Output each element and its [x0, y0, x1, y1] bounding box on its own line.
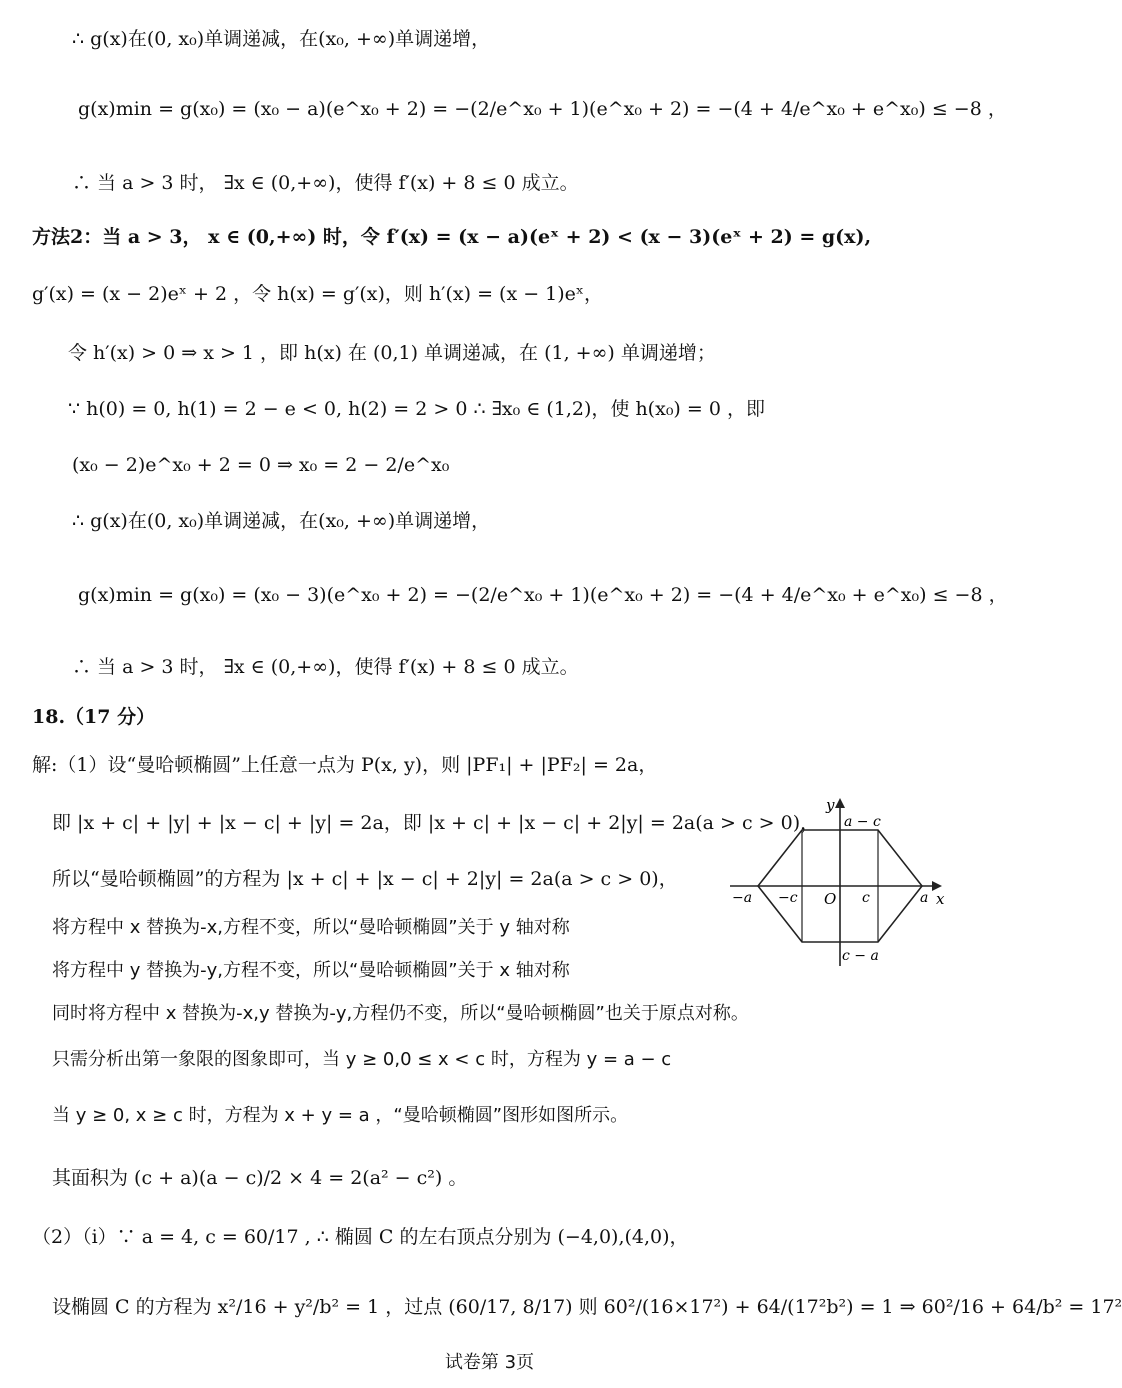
origin-label: O — [824, 890, 837, 908]
equation-line: (x₀ − 2)e^x₀ + 2 = 0 ⇒ x₀ = 2 − 2/e^x₀ — [72, 454, 450, 476]
text-line: （2）（i）∵ a = 4, c = 60/17 , ∴ 椭圆 C 的左右顶点分别为 (−4,0),(4,0)， — [32, 1226, 689, 1248]
text-line: ∵ h(0) = 0, h(1) = 2 − e < 0, h(2) = 2 > 0 ∴ ∃x₀ ∈ (1,2)，使 h(x₀) = 0 ，即 — [68, 398, 765, 420]
y-axis-arrow — [835, 798, 845, 808]
text-line: 所以“曼哈顿椭圆”的方程为 |x + c| + |x − c| + 2|y| = 2a(a > c > 0)， — [52, 868, 678, 890]
text-line: 当 y ≥ 0, x ≥ c 时，方程为 x + y = a ，“曼哈顿椭圆”图形如图所示。 — [52, 1105, 629, 1126]
top-label: a − c — [844, 814, 881, 830]
right-vertex-label: a — [920, 890, 929, 906]
text-line: g′(x) = (x − 2)eˣ + 2 ，令 h(x) = g′(x)，则 h′(x) = (x − 1)eˣ， — [32, 283, 603, 305]
text-line: ∴ 当 a > 3 时， ∃x ∈ (0,+∞)，使得 f′(x) + 8 ≤ 0 成立。 — [72, 656, 579, 678]
method-2-line: 方法2：当 a > 3， x ∈ (0,+∞) 时，令 f′(x) = (x − a)(eˣ + 2) < (x − 3)(eˣ + 2) = g(x), — [32, 226, 872, 248]
text-line: 其面积为 (c + a)(a − c)/2 × 4 = 2(a² − c²) 。 — [52, 1167, 468, 1189]
text-line: ∴ 当 a > 3 时， ∃x ∈ (0,+∞)，使得 f′(x) + 8 ≤ 0 成立。 — [72, 172, 579, 194]
x-axis-label: x — [936, 890, 945, 908]
y-axis-label: y — [826, 796, 835, 814]
equation-line: g(x)min = g(x₀) = (x₀ − a)(e^x₀ + 2) = −(2/e^x₀ + 1)(e^x₀ + 2) = −(4 + 4/e^x₀ + e^x₀) ≤ −8 ， — [78, 98, 1007, 120]
text-line: 解:（1）设“曼哈顿椭圆”上任意一点为 P(x, y)，则 |PF₁| + |PF₂| = 2a， — [32, 754, 658, 776]
right-c-label: c — [862, 890, 870, 906]
text-line: ∴ g(x)在(0, x₀)单调递减，在(x₀, +∞)单调递增， — [72, 28, 491, 50]
question-header: 18.（17 分） — [32, 706, 156, 728]
page-footer: 试卷第 3页 — [444, 1352, 535, 1373]
left-vertex-label: −a — [732, 890, 753, 906]
manhattan-ellipse-figure — [728, 794, 950, 974]
text-line: 令 h′(x) > 0 ⇒ x > 1 ，即 h(x) 在 (0,1) 单调递减，在 (1, +∞) 单调递增； — [68, 342, 716, 364]
text-line: 同时将方程中 x 替换为-x,y 替换为-y,方程仍不变，所以“曼哈顿椭圆”也关于原点对称。 — [52, 1003, 749, 1024]
text-line: 即 |x + c| + |y| + |x − c| + |y| = 2a，即 |x + c| + |x − c| + 2|y| = 2a(a > c > 0)， — [52, 812, 820, 834]
equation-line: g(x)min = g(x₀) = (x₀ − 3)(e^x₀ + 2) = −(2/e^x₀ + 1)(e^x₀ + 2) = −(4 + 4/e^x₀ + e^x₀) ≤ −8 ， — [78, 584, 1008, 606]
equation-line: 设椭圆 C 的方程为 x²/16 + y²/b² = 1 ，过点 (60/17, 8/17) 则 60²/(16×17²) + 64/(17²b²) = 1 ⇒ 60²/16 + 64/b² = 17² — [52, 1296, 1122, 1318]
text-line: 将方程中 y 替换为-y,方程不变，所以“曼哈顿椭圆”关于 x 轴对称 — [52, 960, 570, 981]
text-line: ∴ g(x)在(0, x₀)单调递减，在(x₀, +∞)单调递增， — [72, 510, 491, 532]
left-c-label: −c — [778, 890, 798, 906]
bottom-label: c − a — [842, 948, 879, 964]
text-line: 只需分析出第一象限的图象即可，当 y ≥ 0,0 ≤ x < c 时，方程为 y = a − c — [52, 1049, 672, 1070]
text-line: 将方程中 x 替换为-x,方程不变，所以“曼哈顿椭圆”关于 y 轴对称 — [52, 917, 570, 938]
